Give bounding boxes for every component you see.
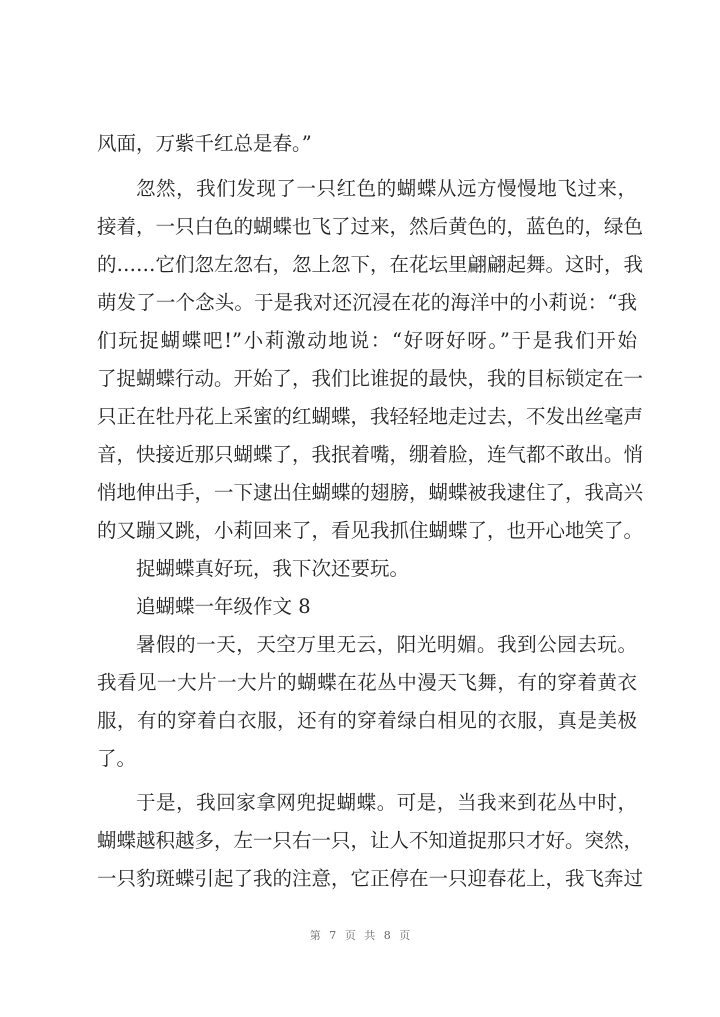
text-line: 接着，一只白色的蝴蝶也飞了过来，然后黄色的，蓝色的，绿色 [97, 215, 644, 238]
text-line: 只正在牡丹花上采蜜的红蝴蝶，我轻轻地走过去，不发出丝毫声 [97, 405, 644, 428]
text-line: 服，有的穿着白衣服，还有的穿着绿白相见的衣服，真是美极 [97, 709, 637, 732]
text-line: 音，快接近那只蝴蝶了，我抿着嘴，绷着脸，连气都不敢出。悄 [97, 443, 644, 466]
section-heading: 追蝴蝶一年级作文 8 [136, 595, 311, 618]
paragraph-first-line: 于是，我回家拿网兜捉蝴蝶。可是，当我来到花丛中时， [136, 791, 637, 814]
page-number: 第 7 页 共 8 页 [309, 929, 411, 942]
text-line: 萌发了一个念头。于是我对还沉浸在花的海洋中的小莉说：“我 [97, 291, 637, 314]
paragraph-first-line: 捉蝴蝶真好玩，我下次还要玩。 [136, 557, 410, 580]
paragraph-first-line: 暑假的一天，天空万里无云，阳光明媚。我到公园去玩。 [136, 633, 637, 656]
text-line: 的又蹦又跳，小莉回来了，看见我抓住蝴蝶了，也开心地笑了。 [97, 519, 644, 542]
text-line: 蝴蝶越积越多，左一只右一只，让人不知道捉那只才好。突然， [97, 829, 644, 852]
paragraph-first-line: 忽然，我们发现了一只红色的蝴蝶从远方慢慢地飞过来， [136, 177, 637, 200]
text-line: 们玩捉蝴蝶吧!”小莉激动地说：“好呀好呀。”于是我们开始 [97, 329, 637, 352]
text-line: 了。 [97, 747, 137, 770]
text-line: 风面，万紫千红总是春。” [97, 132, 312, 155]
text-line: 悄地伸出手，一下逮出住蝴蝶的翅膀，蝴蝶被我逮住了，我高兴 [97, 481, 644, 504]
text-line: 了捉蝴蝶行动。开始了，我们比谁捉的最快，我的目标锁定在一 [97, 367, 644, 390]
text-line: 一只豹斑蝶引起了我的注意，它正停在一只迎春花上，我飞奔过 [97, 867, 644, 890]
text-line: 的……它们忽左忽右，忽上忽下，在花坛里翩翩起舞。这时，我 [97, 253, 644, 276]
text-line: 我看见一大片一大片的蝴蝶在花丛中漫天飞舞，有的穿着黄衣 [97, 671, 637, 694]
